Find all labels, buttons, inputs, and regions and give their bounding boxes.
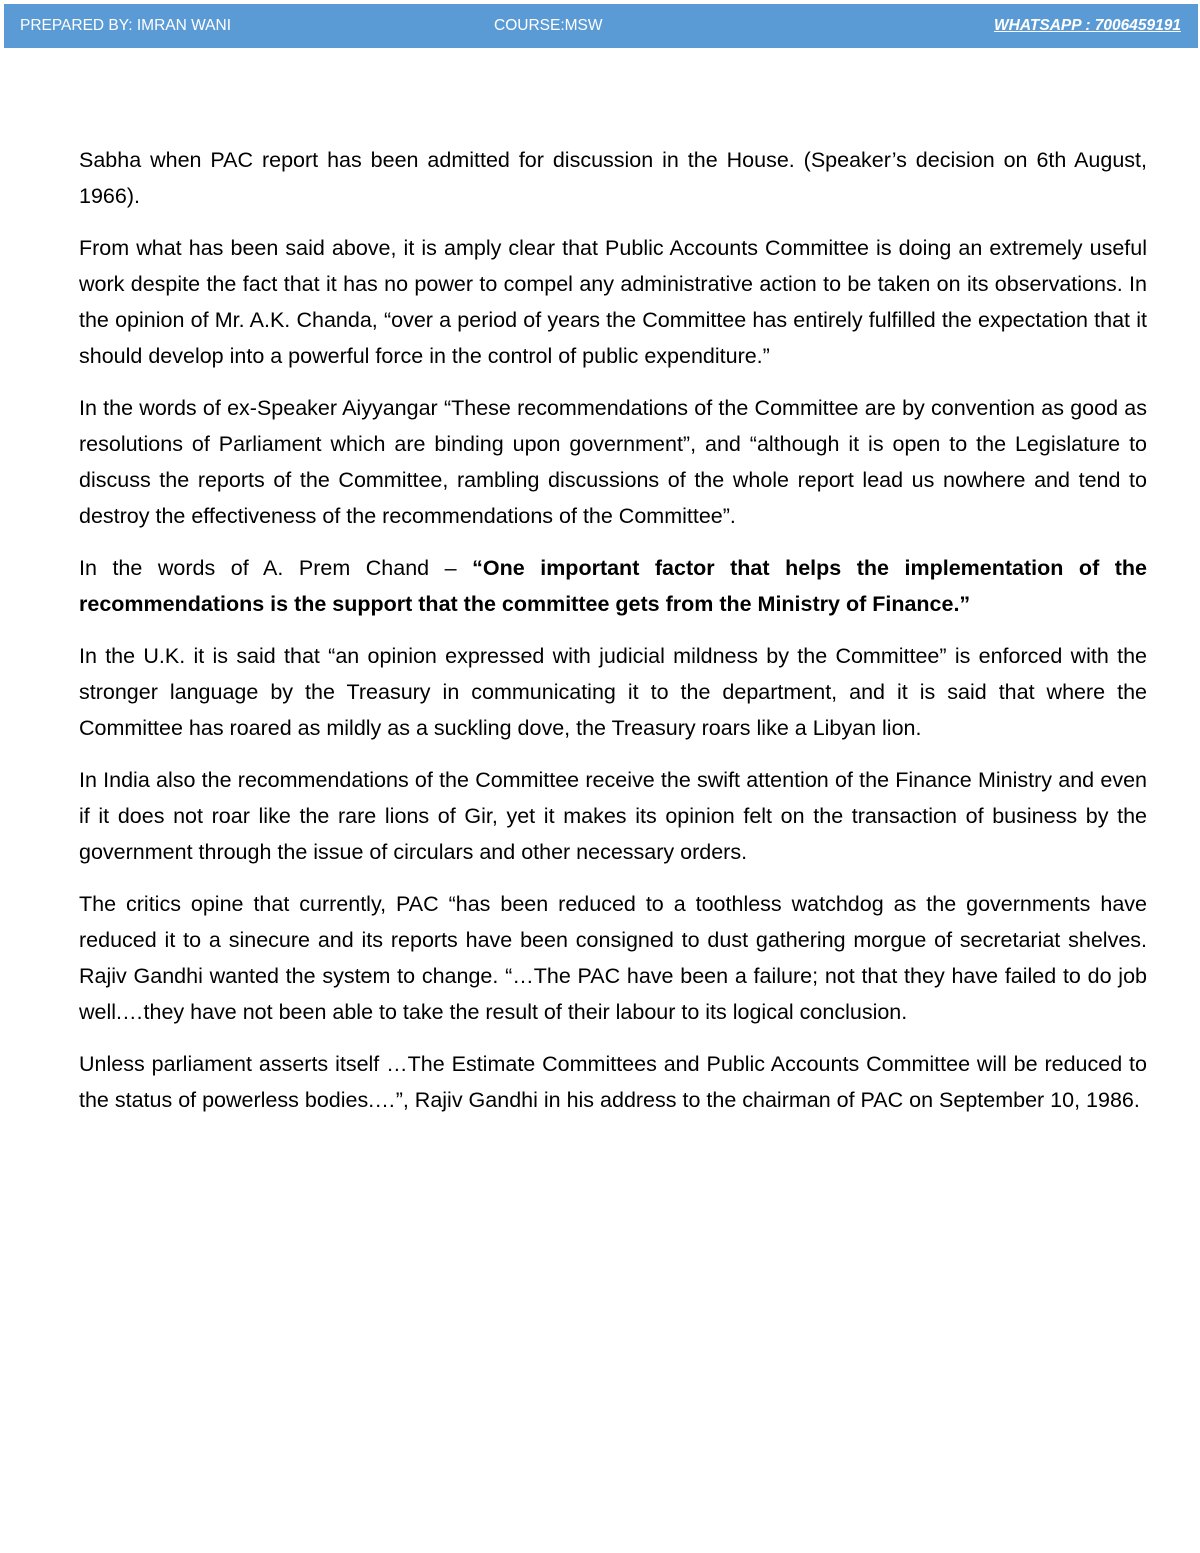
prem-chand-bold-quote: “One important factor that helps the implementation of the recommendations is the support that the committee gets from the Ministry of Finance.” <box>79 556 1147 616</box>
paragraph-prem-chand-quote <box>79 550 1147 622</box>
paragraph-aiyyangar-quote: In the words of ex-Speaker Aiyyangar “These recommendations of the Committee are by convention as good as resolutions of Parliament which are binding upon government”, and “although it is open to the Legislature to discuss the reports of the Committee, rambling discussions of the whole report lead us nowhere and tend to destroy the effectiveness of the recommendations of the Committee”. <box>79 396 1147 528</box>
course-label: COURSE:MSW <box>494 17 603 34</box>
paragraph-pac-useful-work: From what has been said above, it is amply clear that Public Accounts Committee is doing an extremely useful work despite the fact that it has no power to compel any administrative action to be taken on its observations. In the opinion of Mr. A.K. Chanda, “over a period of years the Committee has entirely fulfilled the expectation that it should develop into a powerful force in the control of public expenditure.” <box>79 236 1147 368</box>
paragraph-critics-opinion: The critics opine that currently, PAC “has been reduced to a toothless watchdog as the governments have reduced it to a sinecure and its reports have been consigned to dust gathering morgue of secretariat shelves. Rajiv Gandhi wanted the system to change. “…The PAC have been a failure; not that they have failed to do job well.…they have not been able to take the result of their labour to its logical conclusion. <box>79 892 1147 1024</box>
document-body <box>79 142 1147 1134</box>
header-bar <box>4 4 1198 48</box>
prepared-by-label: PREPARED BY: IMRAN WANI <box>20 17 232 34</box>
whatsapp-link[interactable]: WHATSAPP : 7006459191 <box>994 17 1181 34</box>
paragraph-speaker-decision: Sabha when PAC report has been admitted for discussion in the House. (Speaker’s decision on 6th August, 1966). <box>79 148 1147 208</box>
paragraph-india-finance-ministry: In India also the recommendations of the Committee receive the swift attention of the Finance Ministry and even if it does not roar like the rare lions of Gir, yet it makes its opinion felt on the transaction of business by the government through the issue of circulars and other necessary orders. <box>79 768 1147 864</box>
prem-chand-prefix: In the words of A. Prem Chand – <box>79 556 473 580</box>
paragraph-uk-treasury: In the U.K. it is said that “an opinion expressed with judicial mildness by the Committee” is enforced with the stronger language by the Treasury in communicating it to the department, and it is said that where the Committee has roared as mildly as a suckling dove, the Treasury roars like a Libyan lion. <box>79 644 1147 740</box>
paragraph-rajiv-gandhi-address: Unless parliament asserts itself …The Estimate Committees and Public Accounts Committee will be reduced to the status of powerless bodies.…”, Rajiv Gandhi in his address to the chairman of PAC on September 10, 1986. <box>79 1052 1147 1112</box>
